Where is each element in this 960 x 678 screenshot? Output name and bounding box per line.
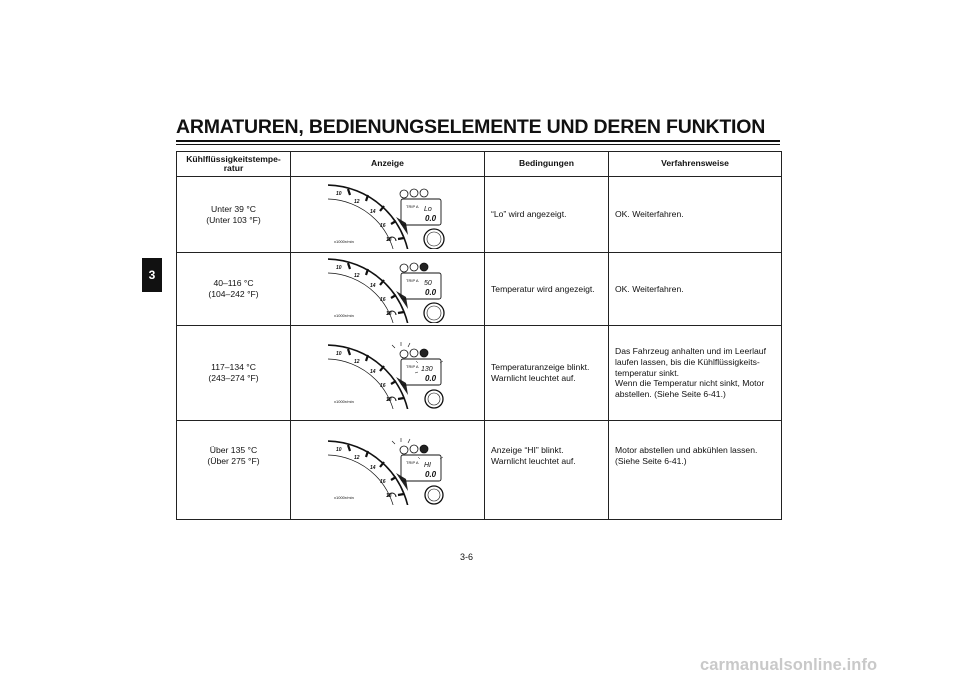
- svg-text:x1000r/min: x1000r/min: [333, 238, 354, 244]
- condition-text: Warnlicht leuchtet auf.: [491, 373, 576, 383]
- temperature-celsius: Über 135 °C: [209, 445, 258, 455]
- table-row: [177, 421, 782, 520]
- readout-top: 130: [420, 366, 433, 373]
- temperature-fahrenheit: (Über 275 °F): [207, 455, 260, 466]
- temperature-fahrenheit: (104–242 °F): [208, 289, 259, 299]
- svg-text:TRIP A: TRIP A: [405, 203, 419, 209]
- svg-text:TRIP A: TRIP A: [405, 364, 419, 369]
- svg-text:18: 18: [385, 236, 392, 243]
- temperature-cell: [177, 326, 291, 421]
- procedure-text: abstellen. (Siehe Seite 6-41.): [615, 389, 726, 400]
- readout-bottom: 0.0: [424, 213, 436, 223]
- column-header-conditions: Bedingungen: [485, 152, 609, 177]
- readout-bottom: 0.0: [424, 374, 436, 383]
- condition-text: Warnlicht leuchtet auf.: [491, 455, 576, 466]
- condition-text: Anzeige “HI” blinkt.: [491, 445, 564, 455]
- temperature-cell: [177, 253, 291, 326]
- readout-bottom: 0.0: [424, 288, 436, 297]
- svg-text:16: 16: [379, 297, 386, 303]
- svg-text:10: 10: [335, 351, 342, 357]
- svg-text:14: 14: [369, 369, 376, 375]
- procedure-cell: [609, 326, 782, 421]
- conditions-cell: [485, 177, 609, 253]
- svg-text:12: 12: [353, 359, 360, 365]
- procedure-cell: [609, 421, 782, 520]
- procedure-text: (Siehe Seite 6-41.): [615, 455, 687, 466]
- svg-text:14: 14: [369, 283, 376, 289]
- svg-text:x1000r/min: x1000r/min: [333, 313, 354, 318]
- temperature-celsius: 40–116 °C: [213, 278, 254, 289]
- readout-top: HI: [423, 462, 431, 469]
- column-header-procedure: Verfahrensweise: [609, 152, 782, 177]
- svg-text:16: 16: [379, 222, 386, 229]
- svg-text:14: 14: [369, 208, 376, 215]
- svg-text:10: 10: [335, 265, 342, 271]
- column-header-temperature: [177, 152, 291, 177]
- svg-text:16: 16: [379, 383, 386, 389]
- instrument-cluster-icon: [328, 435, 448, 505]
- column-header-display: Anzeige: [291, 152, 485, 177]
- procedure-text: Das Fahrzeug anhalten und im Leerlauf: [615, 346, 766, 357]
- procedure-text: Wenn die Temperatur nicht sinkt, Motor: [615, 378, 765, 389]
- instrument-cluster-icon: [328, 337, 448, 409]
- svg-text:18: 18: [385, 493, 392, 499]
- svg-text:12: 12: [353, 198, 360, 205]
- procedure-cell: [609, 253, 782, 326]
- coolant-temperature-table: [176, 151, 782, 520]
- temperature-fahrenheit: (243–274 °F): [208, 373, 259, 383]
- procedure-text: OK. Weiterfahren.: [615, 209, 684, 220]
- display-cell: [291, 253, 485, 326]
- condition-text: Temperatur wird angezeigt.: [491, 283, 595, 294]
- procedure-text: OK. Weiterfahren.: [615, 283, 684, 294]
- column-header-temperature-line1: Kühlflüssigkeitstempe-: [186, 153, 281, 164]
- svg-text:12: 12: [353, 273, 360, 279]
- readout-top: Lo: [423, 205, 432, 213]
- display-cell: [291, 326, 485, 421]
- table-row: [177, 326, 782, 421]
- title-rule: [176, 140, 780, 142]
- svg-text:x1000r/min: x1000r/min: [333, 399, 354, 404]
- instrument-cluster-icon: [328, 181, 448, 249]
- svg-text:x1000r/min: x1000r/min: [333, 495, 354, 500]
- svg-text:18: 18: [385, 311, 392, 317]
- temperature-fahrenheit: (Unter 103 °F): [206, 214, 261, 225]
- svg-text:16: 16: [379, 479, 386, 485]
- svg-text:14: 14: [369, 465, 376, 471]
- procedure-text: temperatur sinkt.: [615, 367, 679, 378]
- svg-text:10: 10: [335, 190, 342, 197]
- procedure-text: laufen lassen, bis die Kühlflüssigkeits-: [615, 356, 760, 367]
- title-rule-thin: [176, 144, 780, 145]
- section-tab: 3: [142, 258, 162, 292]
- temperature-cell: [177, 421, 291, 520]
- temperature-celsius: 117–134 °C: [211, 362, 256, 373]
- svg-text:TRIP A: TRIP A: [405, 278, 419, 283]
- temperature-celsius: Unter 39 °C: [211, 203, 256, 214]
- svg-text:10: 10: [335, 447, 342, 453]
- conditions-cell: [485, 326, 609, 421]
- page-title: ARMATUREN, BEDIENUNGSELEMENTE UND DEREN FUNKTION: [176, 116, 766, 138]
- condition-text: Temperaturanzeige blinkt.: [491, 362, 590, 373]
- svg-text:18: 18: [385, 397, 392, 403]
- procedure-text: Motor abstellen und abkühlen lassen.: [615, 445, 758, 455]
- column-header-temperature-line2: ratur: [223, 163, 244, 173]
- conditions-cell: [485, 253, 609, 326]
- conditions-cell: [485, 421, 609, 520]
- table-header-row: [177, 152, 782, 177]
- procedure-cell: [609, 177, 782, 253]
- table-row: [177, 253, 782, 326]
- condition-text: “Lo” wird angezeigt.: [491, 209, 567, 220]
- temperature-cell: [177, 177, 291, 253]
- svg-text:TRIP A: TRIP A: [405, 460, 419, 465]
- watermark: carmanualsonline.info: [700, 656, 878, 674]
- table-row: [177, 177, 782, 253]
- instrument-cluster-icon: [328, 255, 448, 323]
- display-cell: [291, 177, 485, 253]
- readout-top: 50: [423, 280, 432, 287]
- page-number: 3-6: [460, 552, 474, 562]
- readout-bottom: 0.0: [424, 470, 436, 479]
- svg-text:12: 12: [353, 455, 360, 461]
- display-cell: [291, 421, 485, 520]
